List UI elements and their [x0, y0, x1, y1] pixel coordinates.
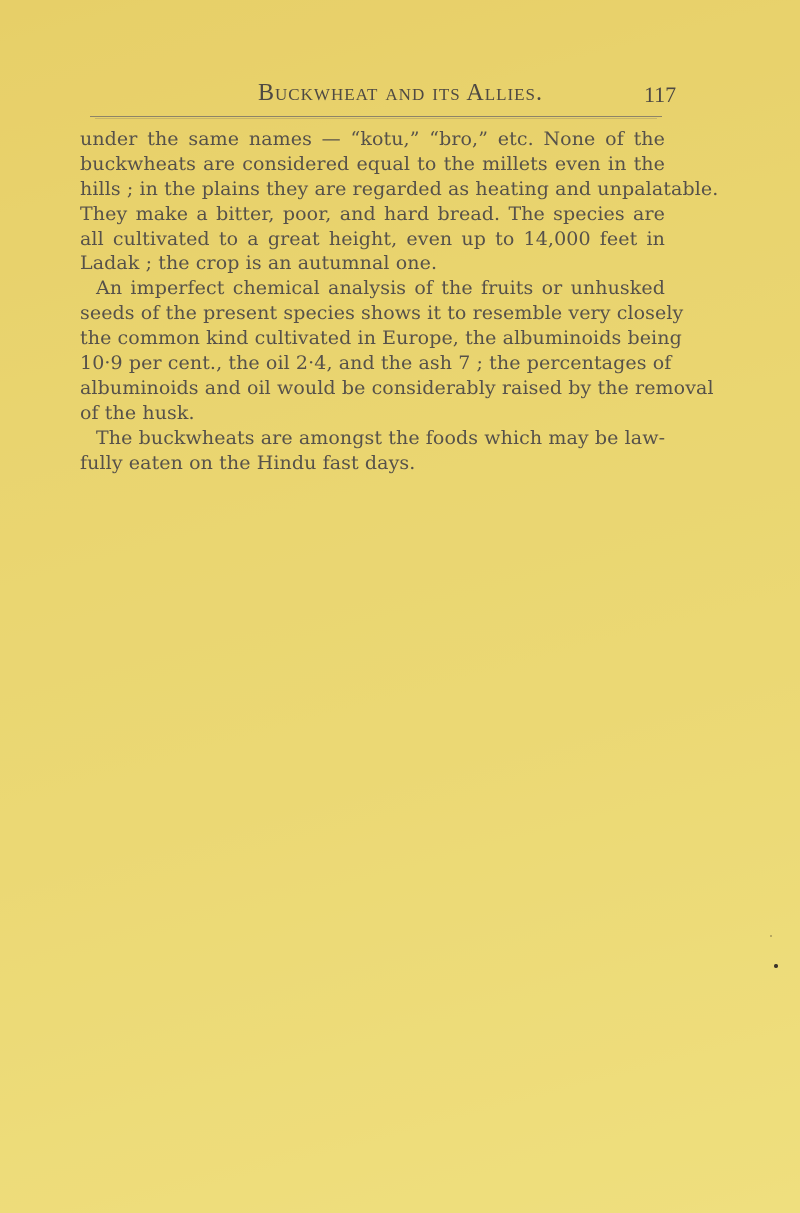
- text-line: hills ; in the plains they are regarded as heating and unpalatable.: [80, 177, 719, 200]
- header-rule: [90, 116, 662, 117]
- paper-speck: [770, 935, 772, 937]
- text-line: seeds of the present species shows it to resemble very closely: [80, 302, 684, 325]
- text-line: under the same names — “kotu,” “bro,” etc. None of the: [80, 128, 665, 150]
- text-line: An imperfect chemical analysis of the fruits or unhusked: [96, 277, 665, 300]
- paper-speck: [774, 964, 778, 968]
- running-head: [0, 80, 800, 110]
- text-line: fully eaten on the Hindu fast days.: [80, 451, 416, 474]
- page-number: 117: [644, 82, 677, 107]
- text-line: all cultivated to a great height, even up to 14,000 feet in: [80, 227, 665, 250]
- header-rule-shadow: [95, 118, 657, 119]
- text-line: They make a bitter, poor, and hard bread. The species are: [80, 202, 665, 225]
- text-line: the common kind cultivated in Europe, the albuminoids being: [80, 327, 682, 350]
- text-line: The buckwheats are amongst the foods which may be law-: [96, 426, 666, 449]
- text-line: Ladak ; the crop is an autumnal one.: [80, 252, 438, 275]
- text-line: buckwheats are considered equal to the millets even in the: [80, 152, 665, 175]
- body-text: [80, 127, 719, 475]
- text-line: albuminoids and oil would be considerably raised by the removal: [80, 376, 714, 399]
- text-line: of the husk.: [80, 401, 195, 424]
- text-line: 10·9 per cent., the oil 2·4, and the ash 7 ; the percentages of: [80, 352, 672, 375]
- running-title: Buckwheat and its Allies.: [258, 80, 543, 106]
